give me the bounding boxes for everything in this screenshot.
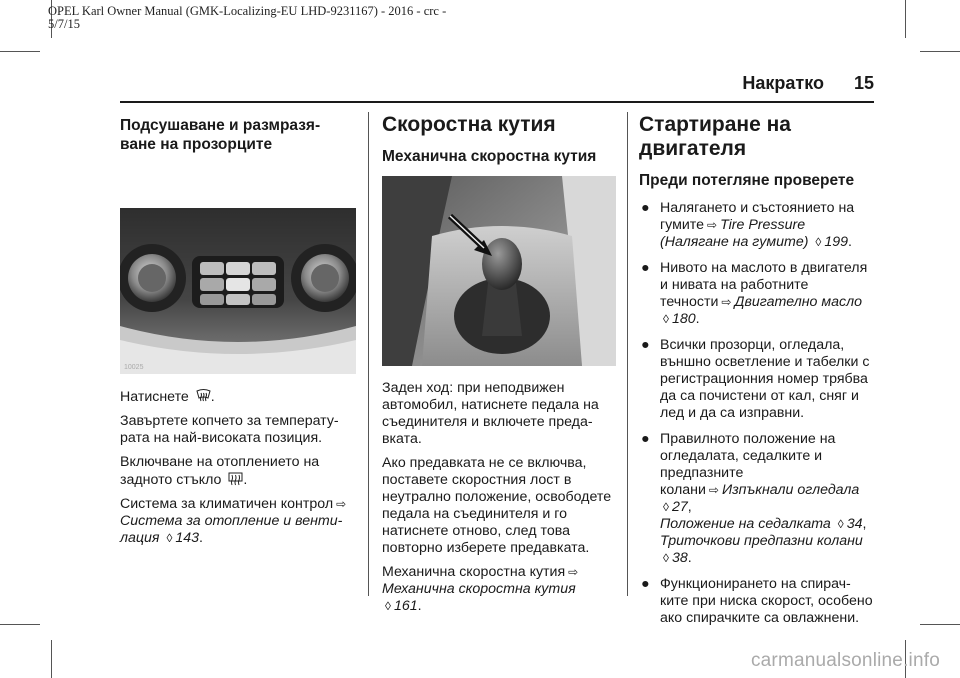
section-title: Накратко <box>742 73 824 93</box>
crop-mark <box>0 624 40 625</box>
seatbelt-ref-page[interactable]: 38 <box>671 550 688 566</box>
press-defog-text <box>120 388 356 406</box>
seatbelt-ref-link[interactable]: Триточкови предпазни колани <box>660 533 863 549</box>
climate-panel-illustration <box>120 208 356 374</box>
watermark: carmanualsonline.info <box>750 650 940 671</box>
rear-window-defrost-icon <box>228 471 243 486</box>
defog-heading: Подсушаване и размразя-ване на прозорците <box>120 117 321 153</box>
reverse-gear-text: Заден ход: при неподвижен автомобил, натиснете педала на съединителя и включете преда-вката. <box>382 380 599 447</box>
page-ref-icon: ◊ <box>815 235 822 249</box>
manual-ref-link[interactable]: Механична скоростна кутия <box>382 581 576 597</box>
seat-ref-page[interactable]: 34 <box>846 516 863 532</box>
climate-ref-page[interactable]: 143 <box>175 530 200 546</box>
engine-start-heading: Стартиране на двигателя <box>639 113 791 160</box>
gear-lever-photo <box>382 176 616 366</box>
page-number: 15 <box>853 73 874 93</box>
rear-defog-end: . <box>243 472 248 488</box>
press-end: . <box>210 389 215 405</box>
header-rule <box>120 101 874 103</box>
climate-ref-link[interactable]: Система за отопление и венти-лация <box>120 513 343 546</box>
press-label: Натиснете <box>120 389 189 405</box>
tire-check-text: Налягането и състоянието на гумите <box>660 200 855 233</box>
bullet-icon: ● <box>641 260 650 276</box>
b4-sep: , <box>862 516 867 532</box>
svg-text:10025: 10025 <box>124 364 144 371</box>
column-engine-start <box>639 113 875 636</box>
climate-label: Система за климатичен контрол <box>120 496 334 512</box>
bullet-icon: ● <box>641 431 650 447</box>
climate-end: . <box>199 530 203 546</box>
reference-arrow-icon: ⇨ <box>721 295 732 309</box>
reference-arrow-icon: ⇨ <box>568 565 579 579</box>
reference-arrow-icon: ⇨ <box>708 483 719 497</box>
pre-drive-check-subheading: Преди потегляне проверете <box>639 172 855 189</box>
b1-end: . <box>848 234 852 250</box>
column-transmission <box>382 113 616 622</box>
engine-oil-ref-page[interactable]: 180 <box>671 311 696 327</box>
page-header <box>742 73 874 94</box>
crop-mark <box>51 640 52 678</box>
rear-defog-text <box>120 454 356 489</box>
manual-label: Механична скоростна кутия <box>382 564 566 580</box>
oil-check-text: Нивото на маслото в двигателя и нивата на работните течности <box>660 260 868 310</box>
windows-check-text: Всички прозорци, огледала, външно осветление и табелки с регистрационния номер трябва да са почистени от кал, сняг и лед и да са изправни. <box>660 337 870 421</box>
brake-check-text: Функционирането на спирач-ките при ниска скорост, особено ако спирачките са овлажнени. <box>660 576 873 626</box>
list-item <box>639 260 875 328</box>
list-item <box>639 431 875 567</box>
print-meta-date: 5/7/15 <box>48 17 80 31</box>
climate-control-photo <box>120 208 356 374</box>
column-divider <box>627 112 628 596</box>
page-ref-icon: ◊ <box>385 599 391 613</box>
pre-drive-checklist <box>639 200 875 627</box>
transmission-heading: Скоростна кутия <box>382 113 556 136</box>
page-ref-icon: ◊ <box>663 312 669 326</box>
manual-end: . <box>417 598 422 614</box>
manual-transmission-subheading: Механична скоростна кутия <box>382 148 597 165</box>
manual-ref-text <box>382 564 616 615</box>
rear-defog-label: Включване на отоплението на задното стъкло <box>120 454 320 488</box>
climate-ref-text <box>120 496 356 547</box>
tire-pressure-ref-page[interactable]: 199 <box>824 234 848 250</box>
column-defog <box>120 113 356 554</box>
page-ref-icon: ◊ <box>166 531 173 545</box>
manual-ref-page[interactable]: 161 <box>393 598 418 614</box>
gear-not-engaging-text: Ако предавката не се включва, поставете скоростния лост в неутрално положение, освободете педала на съединителя и го натиснете отново, след това повторно изберете предавката. <box>382 455 612 556</box>
reference-arrow-icon: ⇨ <box>336 497 347 511</box>
tire-pressure-ref-link[interactable]: Tire Pressure (Налягане на гумите) <box>660 217 809 250</box>
b4-end: . <box>687 550 692 566</box>
print-meta <box>48 5 568 31</box>
temperature-knob-text: Завъртете копчето за температу-рата на най-високата позиция. <box>120 413 339 446</box>
engine-oil-ref-link[interactable]: Двигателно масло <box>734 294 862 310</box>
b4-sep: , <box>687 499 692 515</box>
b2-end: . <box>695 311 700 327</box>
bullet-icon: ● <box>641 576 650 592</box>
print-meta-line: OPEL Karl Owner Manual (GMK-Localizing-EU LHD-9231167) - 2016 - crc - <box>48 4 447 18</box>
page-ref-icon: ◊ <box>837 517 844 531</box>
list-item <box>639 337 875 422</box>
mirrors-ref-link[interactable]: Изпъкнали огледала <box>721 482 860 498</box>
list-item <box>639 576 875 627</box>
reference-arrow-icon: ⇨ <box>707 218 718 232</box>
column-divider <box>368 112 369 596</box>
list-item <box>639 200 875 251</box>
crop-mark <box>0 51 40 52</box>
seat-mirror-check-text: Правилното положение на огледалата, седалките и предпазните колани <box>660 431 836 498</box>
crop-mark <box>920 624 960 625</box>
crop-mark <box>905 0 906 38</box>
crop-mark <box>920 51 960 52</box>
mirrors-ref-page[interactable]: 27 <box>671 499 688 515</box>
page-ref-icon: ◊ <box>663 500 669 514</box>
bullet-icon: ● <box>641 337 650 353</box>
windshield-defrost-icon <box>196 388 211 403</box>
bullet-icon: ● <box>641 200 650 216</box>
gear-lever-illustration <box>382 176 616 366</box>
page-ref-icon: ◊ <box>663 551 669 565</box>
seat-ref-link[interactable]: Положение на седалката <box>660 516 831 532</box>
